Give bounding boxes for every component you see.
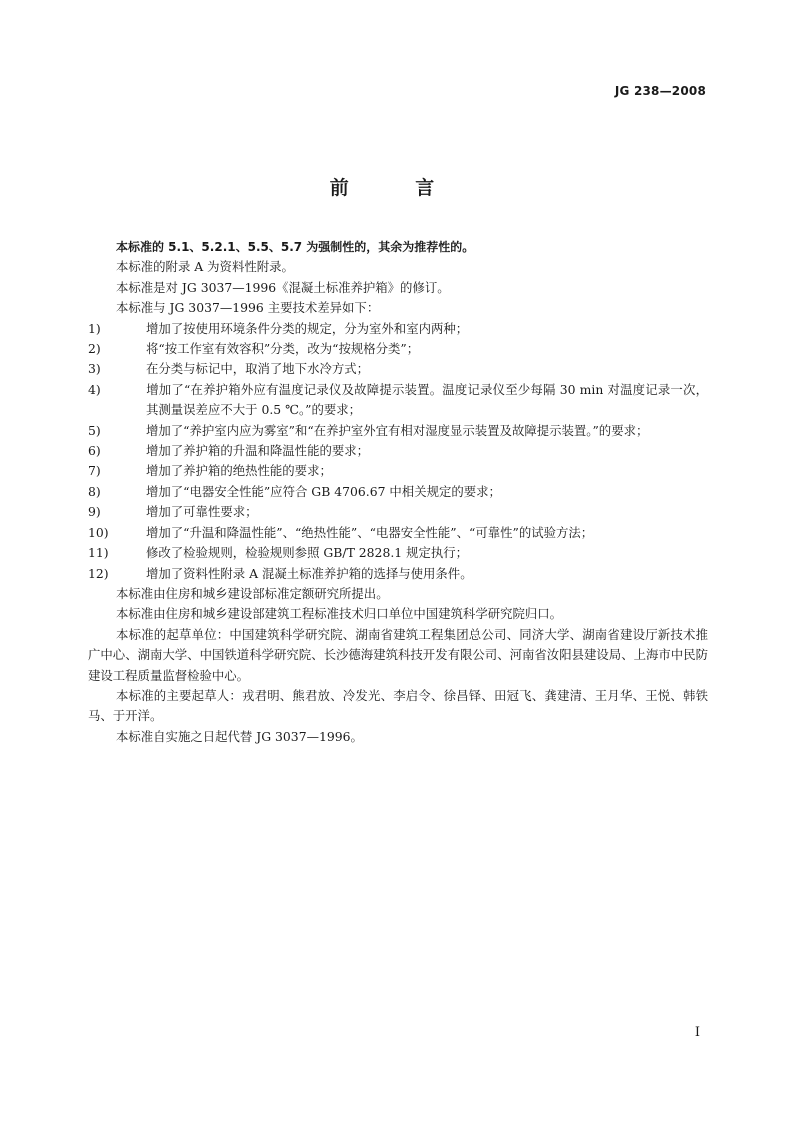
list-item-number: 4) (88, 381, 101, 397)
list-item (88, 543, 708, 563)
list-item-text: 将“按工作室有效容积”分类，改为“按规格分类”； (146, 341, 420, 357)
differences-list (88, 319, 708, 584)
list-item (88, 502, 708, 522)
list-item-text: 增加了可靠性要求； (146, 504, 258, 520)
drafting-units-paragraph: 本标准的起草单位：中国建筑科学研究院、湖南省建筑工程集团总公司、同济大学、湖南省建设厅新技术推广中心、湖南大学、中国铁道科学研究院、长沙德海建筑科技开发有限公司、河南省汝阳县建设局、上海市中民防建设工程质量监督检验中心。 (88, 626, 708, 683)
list-item-number: 9) (88, 504, 101, 520)
proposer-paragraph: 本标准由住房和城乡建设部标准定额研究所提出。 (116, 585, 389, 601)
list-item-number: 5) (88, 422, 101, 438)
list-item-number: 8) (88, 483, 101, 499)
replacement-paragraph: 本标准自实施之日起代替 JG 3037—1996。 (116, 728, 363, 744)
list-item (88, 523, 708, 543)
list-item-text: 修改了检验规则，检验规则参照 GB/T 2828.1 规定执行； (146, 545, 469, 561)
list-item-number: 11) (88, 545, 109, 561)
list-item (88, 482, 708, 502)
list-item (88, 461, 708, 481)
list-item (88, 441, 708, 461)
list-item-text: 增加了养护箱的升温和降温性能的要求； (146, 443, 370, 459)
centralized-unit-paragraph: 本标准由住房和城乡建设部建筑工程标准技术归口单位中国建筑科学研究院归口。 (116, 606, 563, 622)
drafters-paragraph: 本标准的主要起草人：戎君明、熊君放、冷发光、李启令、徐昌铎、田冠飞、龚建清、王月华、王悦、韩铁马、于开洋。 (88, 687, 708, 724)
list-item-text: 增加了按使用环境条件分类的规定，分为室外和室内两种； (146, 320, 469, 336)
list-item-number: 1) (88, 320, 101, 336)
page-number: I (694, 1025, 700, 1040)
list-item-number: 2) (88, 341, 101, 357)
list-item-number: 7) (88, 463, 101, 479)
list-item (88, 319, 708, 339)
list-item-number: 10) (88, 524, 109, 540)
list-item (88, 339, 708, 359)
page-title: 前 言 (329, 177, 465, 199)
list-item-text: 在分类与标记中，取消了地下水冷方式； (146, 361, 370, 377)
appendix-paragraph: 本标准的附录 A 为资料性附录。 (116, 259, 294, 275)
list-item-text: 增加了“在养护箱外应有温度记录仪及故障提示装置。温度记录仪至少每隔 30 min 对温度记录一次，其测量误差应不大于 0.5 ℃。”的要求； (146, 381, 708, 418)
list-item-number: 6) (88, 443, 101, 459)
standard-code-header: JG 238—2008 (614, 84, 706, 98)
list-item (88, 359, 708, 379)
differences-intro-paragraph: 本标准与 JG 3037—1996 主要技术差异如下： (116, 300, 380, 316)
list-item-text: 增加了“升温和降温性能”、“绝热性能”、“电器安全性能”、“可靠性”的试验方法； (146, 524, 594, 540)
list-item (88, 380, 708, 421)
mandatory-clause-paragraph: 本标准的 5.1、5.2.1、5.5、5.7 为强制性的，其余为推荐性的。 (116, 240, 475, 254)
foreword-body (88, 237, 708, 747)
list-item-number: 3) (88, 361, 101, 377)
list-item-text: 增加了资料性附录 A 混凝土标准养护箱的选择与使用条件。 (146, 565, 473, 581)
list-item (88, 564, 708, 584)
list-item (88, 421, 708, 441)
list-item-text: 增加了“养护室内应为雾室”和“在养护室外宜有相对湿度显示装置及故障提示装置。”的要求； (146, 422, 649, 438)
list-item-number: 12) (88, 565, 109, 581)
list-item-text: 增加了养护箱的绝热性能的要求； (146, 463, 332, 479)
revision-paragraph: 本标准是对 JG 3037—1996《混凝土标准养护箱》的修订。 (116, 279, 450, 295)
list-item-text: 增加了“电器安全性能”应符合 GB 4706.67 中相关规定的要求； (146, 483, 501, 499)
